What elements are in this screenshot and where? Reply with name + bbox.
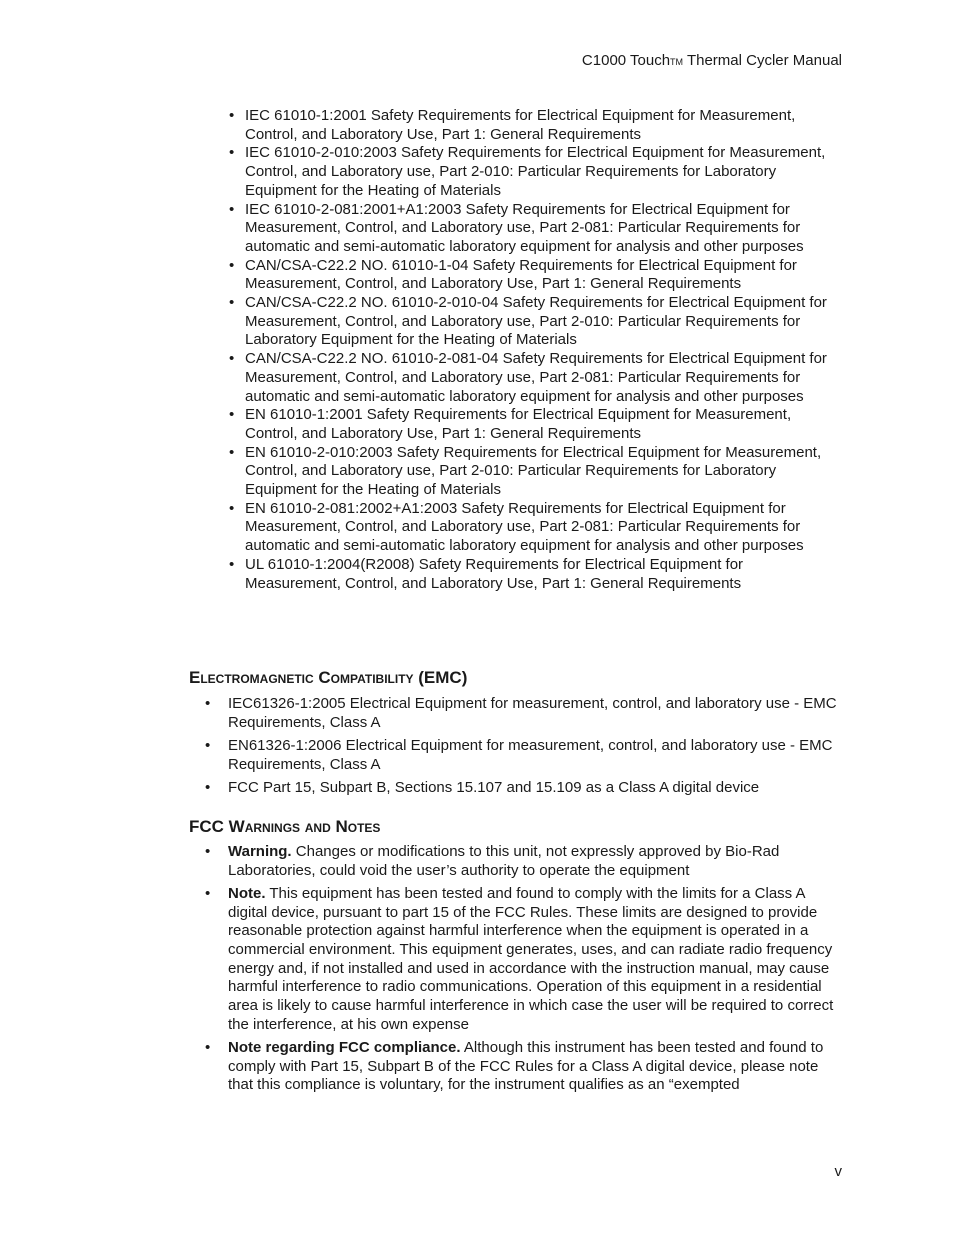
fcc-list [205,843,845,1100]
running-header [582,51,842,72]
note-label: Note. [228,884,266,902]
trademark-symbol: TM [670,57,684,67]
list-item: • EN 61010-2-081:2002+A1:2003 Safety Requirements for Electrical Equipment for Measurement, Control, and Laboratory use, Part 2-081: Particular Requirements for automatic and semi-automatic laboratory equipment for analysis and other purposes [227,500,827,556]
list-item [205,1039,845,1095]
list-item: • CAN/CSA-C22.2 NO. 61010-2-081-04 Safety Requirements for Electrical Equipment for Measurement, Control, and Laboratory use, Part 2-081: Particular Requirements for automatic and semi-automatic laboratory equipment for analysis and other purposes [227,350,827,406]
compliance-note-label: Note regarding FCC compliance. [228,1039,461,1057]
list-item: • IEC 61010-2-010:2003 Safety Requirements for Electrical Equipment for Measurement, Control, and Laboratory use, Part 2-010: Particular Requirements for Laboratory Equipment for the Heating of Materials [227,144,827,200]
warning-label: Warning. [228,843,292,860]
note-text: This equipment has been tested and found to comply with the limits for a Class A digital device, pursuant to part 15 of the FCC Rules. These limits are designed to provide reasonable protection against harmful interference when the equipment is operated in a commercial environment. This equipment generates, uses, and can radiate radio frequency energy and, if not installed and used in accordance with the instruction manual, may cause harmful interference to radio communications. Operation of this equipment in a residential area is likely to cause harmful interference in which case the user will be required to correct the interference, at his own expense [228,884,834,1033]
list-item: • IEC 61010-1:2001 Safety Requirements for Electrical Equipment for Measurement, Control, and Laboratory Use, Part 1: General Requirements [227,107,827,144]
emc-list [205,695,845,802]
header-title-suffix: Thermal Cycler Manual [683,52,842,69]
list-item: • EN 61010-2-010:2003 Safety Requirements for Electrical Equipment for Measurement, Control, and Laboratory use, Part 2-010: Particular Requirements for Laboratory Equipment for the Heating of Materials [227,444,827,500]
list-item [205,885,845,1035]
list-item: • EN61326-1:2006 Electrical Equipment for measurement, control, and laboratory use - EMC Requirements, Class A [205,737,845,774]
compliance-note-text: Although this instrument has been tested and found to comply with Part 15, Subpart B of the FCC Rules for a Class A digital device, please note that this compliance is voluntary, for the instrument qualifies as an “exempted [228,1039,824,1094]
warning-text: Changes or modifications to this unit, not expressly approved by Bio-Rad Laboratories, could void the user’s authority to operate the equipment [228,843,780,879]
safety-standards-list [227,107,827,593]
header-title-prefix: C1000 Touch [581,52,671,69]
list-item: • EN 61010-1:2001 Safety Requirements for Electrical Equipment for Measurement, Control, and Laboratory Use, Part 1: General Requirements [227,406,827,443]
list-item: • CAN/CSA-C22.2 NO. 61010-1-04 Safety Requirements for Electrical Equipment for Measurement, Control, and Laboratory Use, Part 1: General Requirements [227,257,827,294]
page-number: v [834,1163,842,1180]
list-item: • FCC Part 15, Subpart B, Sections 15.107 and 15.109 as a Class A digital device [205,779,845,798]
list-item: • IEC61326-1:2005 Electrical Equipment for measurement, control, and laboratory use - EMC Requirements, Class A [205,695,845,732]
emc-heading: Electromagnetic Compatibility (EMC) [189,668,468,687]
list-item: • UL 61010-1:2004(R2008) Safety Requirements for Electrical Equipment for Measurement, Control, and Laboratory Use, Part 1: General Requirements [227,556,827,593]
list-item: • IEC 61010-2-081:2001+A1:2003 Safety Requirements for Electrical Equipment for Measurement, Control, and Laboratory use, Part 2-081: Particular Requirements for automatic and semi-automatic laboratory equipment for analysis and other purposes [227,201,827,257]
list-item: • CAN/CSA-C22.2 NO. 61010-2-010-04 Safety Requirements for Electrical Equipment for Measurement, Control, and Laboratory use, Part 2-010: Particular Requirements for Laboratory Equipment for the Heating of Materials [227,294,827,350]
fcc-heading: FCC Warnings and Notes [189,817,381,836]
list-item [205,843,845,880]
